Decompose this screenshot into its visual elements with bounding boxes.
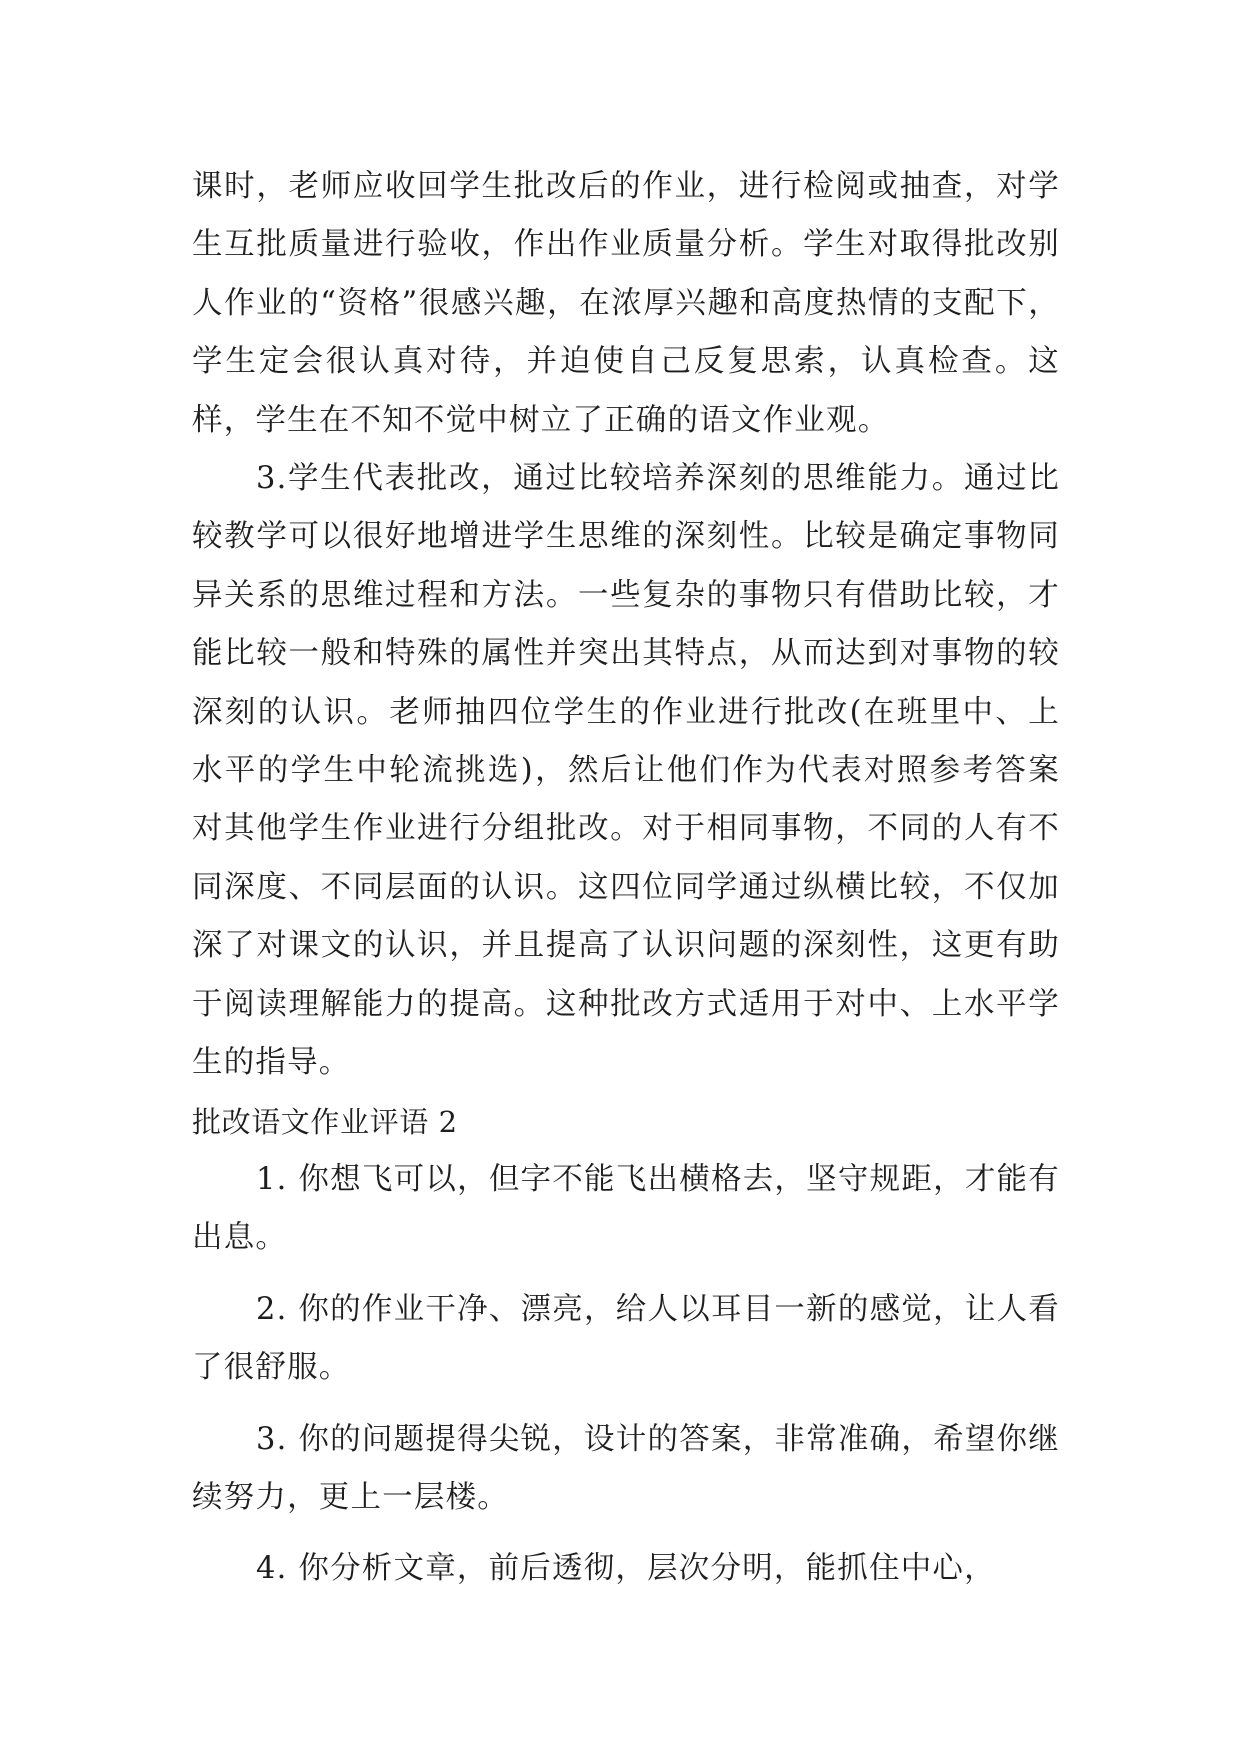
paragraph-continuation: 课时，老师应收回学生批改后的作业，进行检阅或抽查，对学生互批质量进行验收，作出作业质量分析。学生对取得批改别人作业的“资格”很感兴趣，在浓厚兴趣和高度热情的支配下，学生定会很认真对待，并迫使自己反复思索，认真检查。这样，学生在不知不觉中树立了正确的语文作业观。 [192,169,1060,438]
comment-item-3: 3. 你的问题提得尖锐，设计的答案，非常准确，希望你继续努力，更上一层楼。 [192,1421,1060,1515]
comment-item-1: 1. 你想飞可以，但字不能飞出横格去，坚守规距，才能有出息。 [192,1161,1060,1256]
comment-item-4: 4. 你分析文章，前后透彻，层次分明，能抓住中心， [256,1551,996,1587]
section-heading: 批改语文作业评语 2 [192,1104,458,1139]
comment-item-2: 2. 你的作业干净、漂亮，给人以耳目一新的感觉，让人看了很舒服。 [192,1291,1060,1386]
document-body [192,158,1060,1599]
paragraph-method-3: 3.学生代表批改，通过比较培养深刻的思维能力。通过比较教学可以很好地增进学生思维的深刻性。比较是确定事物同异关系的思维过程和方法。一些复杂的事物只有借助比较，才能比较一般和特殊的属性并突出其特点，从而达到对事物的较深刻的认识。老师抽四位学生的作业进行批改(在班里中、上水平的学生中轮流挑选)，然后让他们作为代表对照参考答案对其他学生作业进行分组批改。对于相同事物，不同的人有不同深度、不同层面的认识。这四位同学通过纵横比较，不仅加深了对课文的认识，并且提高了认识问题的深刻性，这更有助于阅读理解能力的提高。这种批改方式适用于对中、上水平学生的指导。 [192,461,1060,1081]
